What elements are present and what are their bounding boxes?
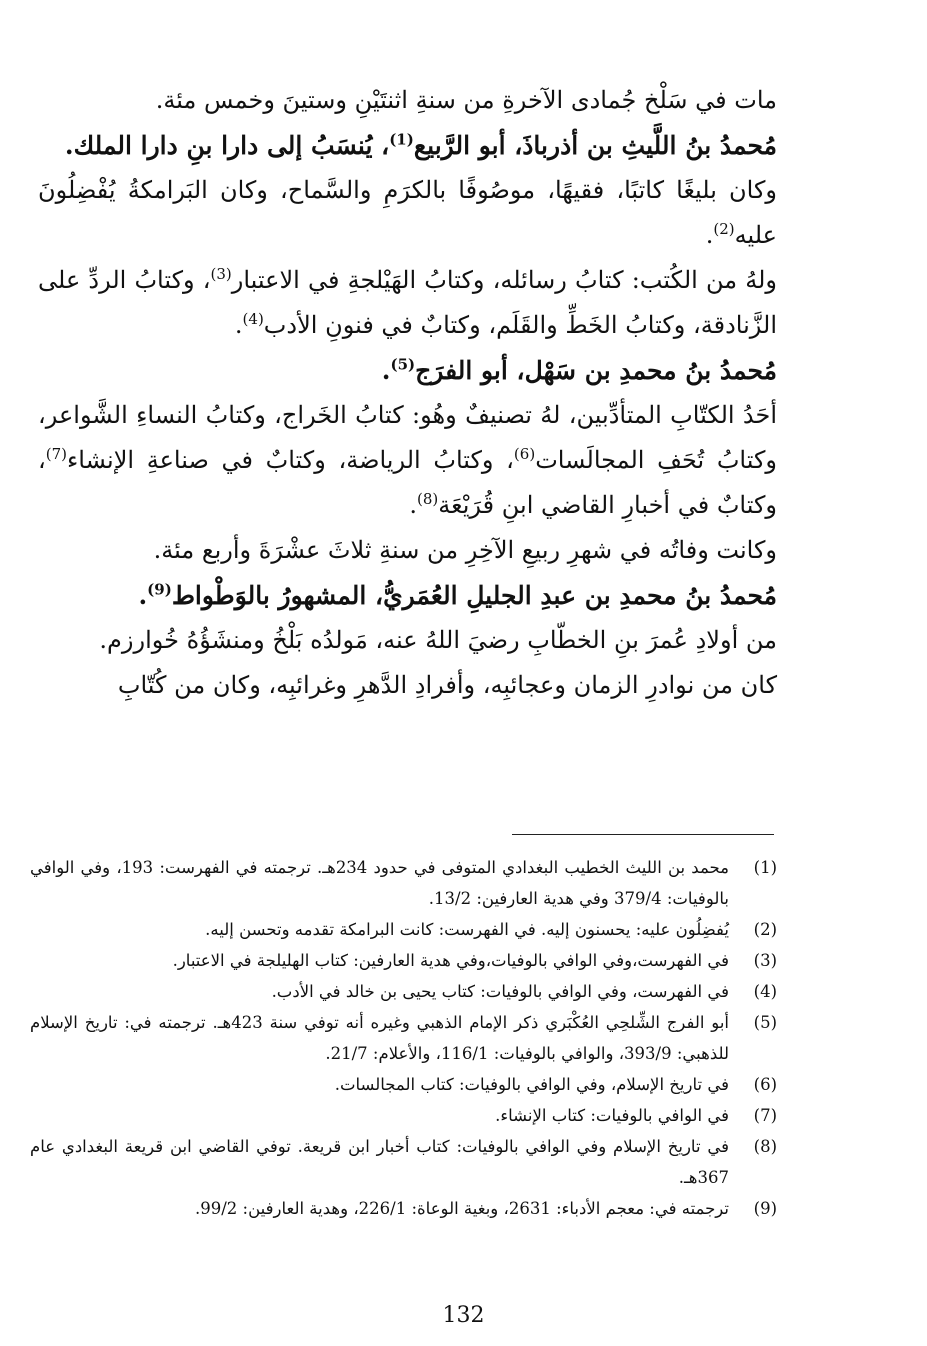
footnote bbox=[30, 1100, 777, 1131]
entry-heading bbox=[38, 573, 777, 618]
footnote-text: يُفضِلُون عليه: يحسنون إليه. في الفهرست: كانت البرامكة تقدمه وتحسن إليه. bbox=[205, 920, 729, 939]
footnote-ref[interactable]: (3) bbox=[210, 265, 232, 283]
paragraph-text: . bbox=[234, 311, 243, 339]
heading-text: . bbox=[381, 356, 391, 385]
heading-text: مُحمدُ بنُ محمدِ بن عبدِ الجليلِ العُمَريُّ، المشهورُ بالوَطْواط bbox=[171, 581, 777, 610]
footnote-number: (2) bbox=[753, 920, 777, 939]
footnotes bbox=[30, 852, 777, 1224]
paragraph-text: ، وكتابُ الردِّ على الزَّنادقة، وكتابُ الخَطِّ والقَلَم، وكتابٌ في فنونِ الأدب bbox=[38, 266, 777, 339]
footnote-text: في تاريخ الإسلام وفي الوافي بالوفيات: كتاب أخبار ابن قريعة. توفي القاضي ابن قريعة البغدادي عام 367هـ. bbox=[30, 1137, 729, 1187]
footnote-ref[interactable]: (1) bbox=[389, 130, 414, 149]
footnote-divider bbox=[512, 834, 774, 835]
footnote-ref[interactable]: (5) bbox=[390, 355, 416, 374]
footnote bbox=[30, 976, 777, 1007]
footnote-text: ترجمته في: معجم الأدباء: 2631، وبغية الوعاة: 226/1، وهدية العارفين: 99/2. bbox=[194, 1199, 729, 1218]
paragraph-text: ولهُ من الكُتب: كتابُ رسائله، وكتابُ الهَيْلجةِ في الاعتبار bbox=[231, 266, 777, 294]
heading-text: مُحمدُ بنُ محمدِ بن سَهْل، أبو الفرَج bbox=[415, 356, 777, 385]
paragraph: من أولادِ عُمرَ بنِ الخطّابِ رضيَ اللهُ عنه، مَولدُه بَلْخُ ومنشَؤُهُ خُوارزم. bbox=[99, 626, 777, 654]
footnote-ref[interactable]: (9) bbox=[147, 580, 172, 599]
entry-heading bbox=[38, 348, 777, 393]
footnote-ref[interactable]: (8) bbox=[417, 490, 439, 508]
heading-text: مُحمدُ بنُ اللَّيثِ بن أذرباذَ، أبو الرَّبيع bbox=[413, 131, 777, 160]
footnote bbox=[30, 1193, 777, 1224]
paragraph-text: . bbox=[409, 491, 418, 519]
paragraph bbox=[38, 258, 777, 348]
page-number: 132 bbox=[442, 1303, 485, 1328]
footnote-ref[interactable]: (4) bbox=[242, 310, 264, 328]
entry-heading bbox=[38, 123, 777, 168]
footnote-number: (3) bbox=[753, 951, 777, 970]
footnote-number: (4) bbox=[753, 982, 777, 1001]
footnote bbox=[30, 1007, 777, 1069]
footnote-text: في الفهرست،وفي الوافي بالوفيات،وفي هدية العارفين: كتاب الهليلجة في الاعتبار. bbox=[172, 951, 729, 970]
footnote bbox=[30, 914, 777, 945]
main-text bbox=[38, 78, 777, 708]
paragraph-text: وكان بليغًا كاتبًا، فقيهًا، موصُوفًا بالكرَمِ والسَّماح، وكان البَرامكةُ يُفْضِلُونَ عليه bbox=[38, 176, 777, 249]
paragraph: وكانت وفاتُه في شهرِ ربيعِ الآخِرِ من سنةِ ثلاثَ عشْرَةَ وأربع مئة. bbox=[153, 536, 777, 564]
footnote-ref[interactable]: (6) bbox=[513, 445, 536, 463]
footnote-text: في الوافي بالوفيات: كتاب الإنشاء. bbox=[495, 1106, 729, 1125]
footnote bbox=[30, 1131, 777, 1193]
footnote-number: (8) bbox=[753, 1137, 777, 1156]
footnote-ref[interactable]: (7) bbox=[45, 445, 68, 463]
paragraph-text: أحَدُ الكتّابِ المتأدِّبين، لهُ تصنيفٌ وهُو: كتابُ الخَراج، وكتابُ النساءِ الشَّواعر، وكتابُ تُحَفِ المجالَسات bbox=[38, 401, 777, 474]
footnote-number: (6) bbox=[753, 1075, 777, 1094]
footnote-number: (1) bbox=[753, 858, 777, 877]
footnote-text: في تاريخ الإسلام، وفي الوافي بالوفيات: كتاب المجالسات. bbox=[334, 1075, 729, 1094]
paragraph: كان من نوادرِ الزمان وعجائبِه، وأفرادِ الدَّهرِ وغرائبِه، وكان من كُتّابِ bbox=[117, 671, 777, 699]
paragraph-text: ، وكتابٌ في أخبارِ القاضي ابنِ قُرَيْعَة bbox=[38, 446, 777, 519]
paragraph-text: ، وكتابُ الرياضة، وكتابٌ في صناعةِ الإنشاء bbox=[67, 446, 514, 474]
heading-text: ، يُنسَبُ إلى دارا بنِ دارا الملك. bbox=[64, 131, 390, 160]
footnote bbox=[30, 852, 777, 914]
footnote bbox=[30, 945, 777, 976]
footnote-number: (5) bbox=[753, 1013, 777, 1032]
footnote-text: أبو الفرج الشِّلحِي العُكْبَري ذكر الإمام الذهبي وغيره أنه توفي سنة 423هـ. ترجمته في: تاريخ الإسلام للذهبي: 393/9، والوافي بالوفيات: 116/1، والأعلام: 21/7. bbox=[30, 1013, 729, 1063]
footnote bbox=[30, 1069, 777, 1100]
paragraph-text: . bbox=[705, 221, 714, 249]
paragraph: مات في سَلْخ جُمادى الآخرةِ من سنةِ اثنتَيْنِ وستينَ وخمس مئة. bbox=[155, 86, 777, 114]
footnote-ref[interactable]: (2) bbox=[713, 220, 735, 238]
paragraph bbox=[38, 393, 777, 528]
footnote-number: (9) bbox=[753, 1199, 777, 1218]
footnote-number: (7) bbox=[753, 1106, 777, 1125]
footnote-text: في الفهرست، وفي الوافي بالوفيات: كتاب يحيى بن خالد في الأدب. bbox=[271, 982, 729, 1001]
footnote-text: محمد بن الليث الخطيب البغدادي المتوفى في حدود 234هـ. ترجمته في الفهرست: 193، وفي الوافي بالوفيات: 379/4 وفي هدية العارفين: 13/2. bbox=[30, 858, 729, 908]
heading-text: . bbox=[138, 581, 148, 610]
paragraph bbox=[38, 168, 777, 258]
